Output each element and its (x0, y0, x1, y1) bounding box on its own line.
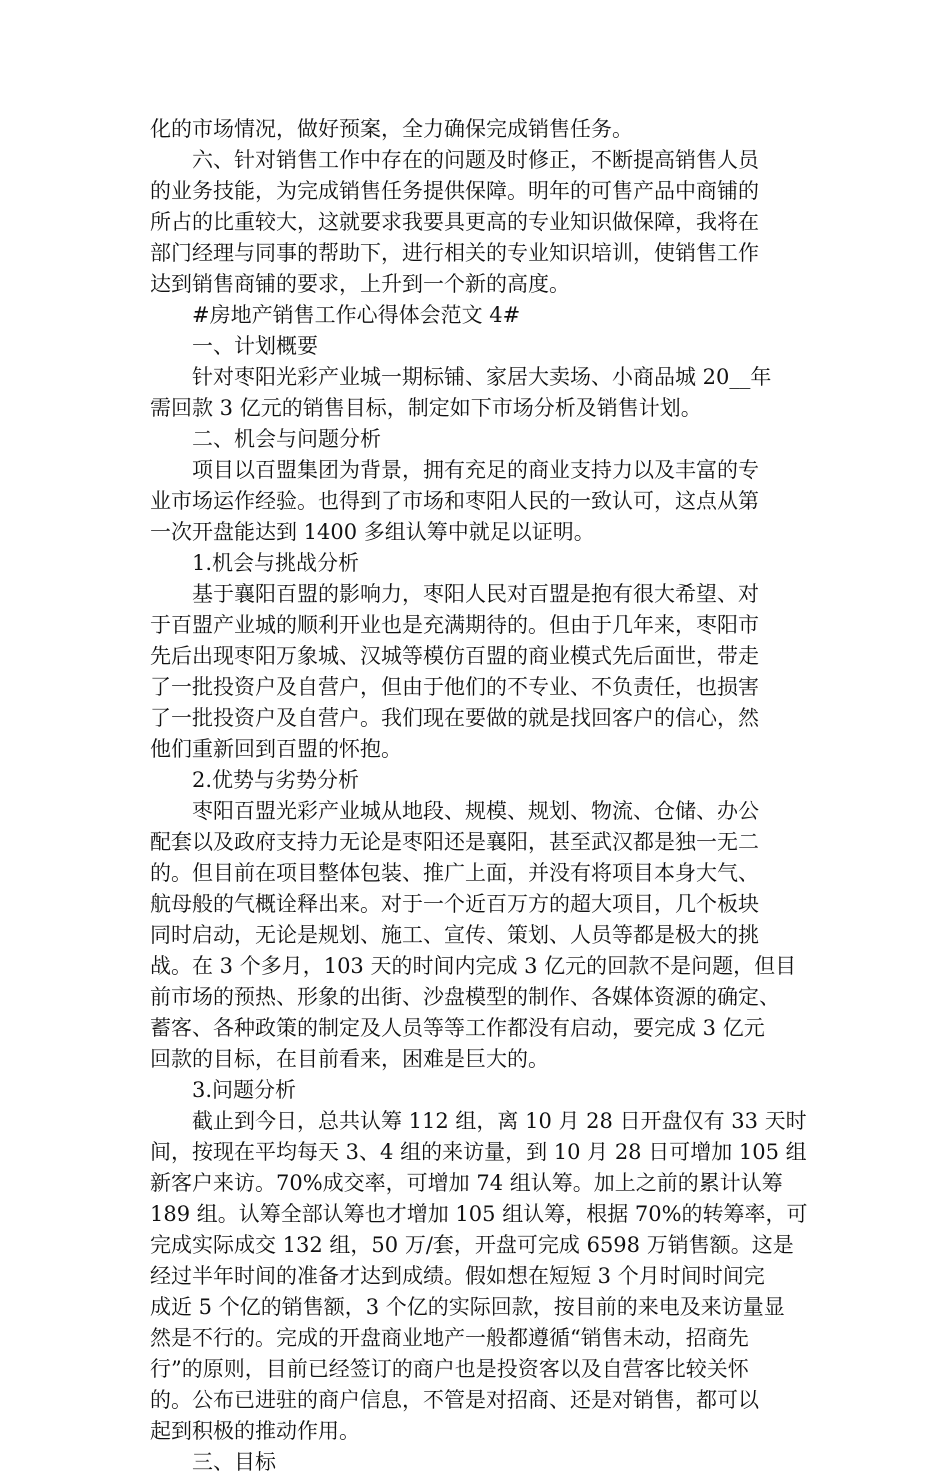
text-line: 针对枣阳光彩产业城一期标铺、家居大卖场、小商品城 20__年 (192, 365, 772, 389)
text-line: 完成实际成交 132 组，50 万/套，开盘可完成 6598 万销售额。这是 (150, 1233, 794, 1257)
text-line: 3.问题分析 (192, 1078, 297, 1102)
text-line: 基于襄阳百盟的影响力，枣阳人民对百盟是抱有很大希望、对 (192, 582, 759, 606)
text-line: 他们重新回到百盟的怀抱。 (150, 737, 402, 761)
text-line: 配套以及政府支持力无论是枣阳还是襄阳，甚至武汉都是独一无二 (150, 830, 759, 854)
text-line: 然是不行的。完成的开盘商业地产一般都遵循“销售未动，招商先 (150, 1326, 749, 1350)
text-line: 了一批投资户及自营户，但由于他们的不专业、不负责任，也损害 (150, 675, 759, 699)
text-line: 于百盟产业城的顺利开业也是充满期待的。但由于几年来，枣阳市 (150, 613, 759, 637)
text-line: 二、机会与问题分析 (192, 427, 381, 451)
text-line: 六、针对销售工作中存在的问题及时修正，不断提高销售人员 (192, 148, 759, 172)
text-line: 成近 5 个亿的销售额，3 个亿的实际回款，按目前的来电及来访量显 (150, 1295, 785, 1319)
text-line: 一、计划概要 (192, 334, 318, 358)
text-line: 1.机会与挑战分析 (192, 551, 360, 575)
text-line: 行”的原则，目前已经签订的商户也是投资客以及自营客比较关怀 (150, 1357, 749, 1381)
text-line: 了一批投资户及自营户。我们现在要做的就是找回客户的信心，然 (150, 706, 759, 730)
text-line: 的业务技能，为完成销售任务提供保障。明年的可售产品中商铺的 (150, 179, 759, 203)
text-line: 部门经理与同事的帮助下，进行相关的专业知识培训，使销售工作 (150, 241, 759, 265)
text-line: 间，按现在平均每天 3、4 组的来访量，到 10 月 28 日可增加 105 组 (150, 1140, 807, 1164)
text-line: 新客户来访。70%成交率，可增加 74 组认筹。加上之前的累计认筹 (150, 1171, 783, 1195)
text-line: #房地产销售工作心得体会范文 4# (192, 303, 521, 327)
text-line: 达到销售商铺的要求，上升到一个新的高度。 (150, 272, 570, 296)
text-line: 需回款 3 亿元的销售目标，制定如下市场分析及销售计划。 (150, 396, 702, 420)
text-line: 的。公布已进驻的商户信息，不管是对招商、还是对销售，都可以 (150, 1388, 759, 1412)
text-line: 枣阳百盟光彩产业城从地段、规模、规划、物流、仓储、办公 (192, 799, 759, 823)
text-line: 截止到今日，总共认筹 112 组，离 10 月 28 日开盘仅有 33 天时 (192, 1109, 807, 1133)
text-line: 航母般的气概诠释出来。对于一个近百万方的超大项目，几个板块 (150, 892, 759, 916)
text-line: 三、目标 (192, 1450, 276, 1474)
text-line: 业市场运作经验。也得到了市场和枣阳人民的一致认可，这点从第 (150, 489, 759, 513)
text-line: 化的市场情况，做好预案，全力确保完成销售任务。 (150, 117, 633, 141)
text-line: 起到积极的推动作用。 (150, 1419, 360, 1443)
text-line: 一次开盘能达到 1400 多组认筹中就足以证明。 (150, 520, 595, 544)
text-line: 所占的比重较大，这就要求我要具更高的专业知识做保障，我将在 (150, 210, 759, 234)
text-line: 蓄客、各种政策的制定及人员等等工作都没有启动，要完成 3 亿元 (150, 1016, 765, 1040)
text-line: 189 组。认筹全部认筹也才增加 105 组认筹，根据 70%的转筹率，可 (150, 1202, 808, 1226)
text-line: 同时启动，无论是规划、施工、宣传、策划、人员等都是极大的挑 (150, 923, 759, 947)
document-body (150, 114, 810, 1478)
text-line: 项目以百盟集团为背景，拥有充足的商业支持力以及丰富的专 (192, 458, 759, 482)
text-line: 的。但目前在项目整体包装、推广上面，并没有将项目本身大气、 (150, 861, 759, 885)
text-line: 战。在 3 个多月，103 天的时间内完成 3 亿元的回款不是问题，但目 (150, 954, 797, 978)
text-line: 回款的目标，在目前看来，困难是巨大的。 (150, 1047, 549, 1071)
text-line: 经过半年时间的准备才达到成绩。假如想在短短 3 个月时间时间完 (150, 1264, 765, 1288)
text-line: 前市场的预热、形象的出街、沙盘模型的制作、各媒体资源的确定、 (150, 985, 780, 1009)
text-line: 先后出现枣阳万象城、汉城等模仿百盟的商业模式先后面世，带走 (150, 644, 759, 668)
text-line: 2.优势与劣势分析 (192, 768, 360, 792)
